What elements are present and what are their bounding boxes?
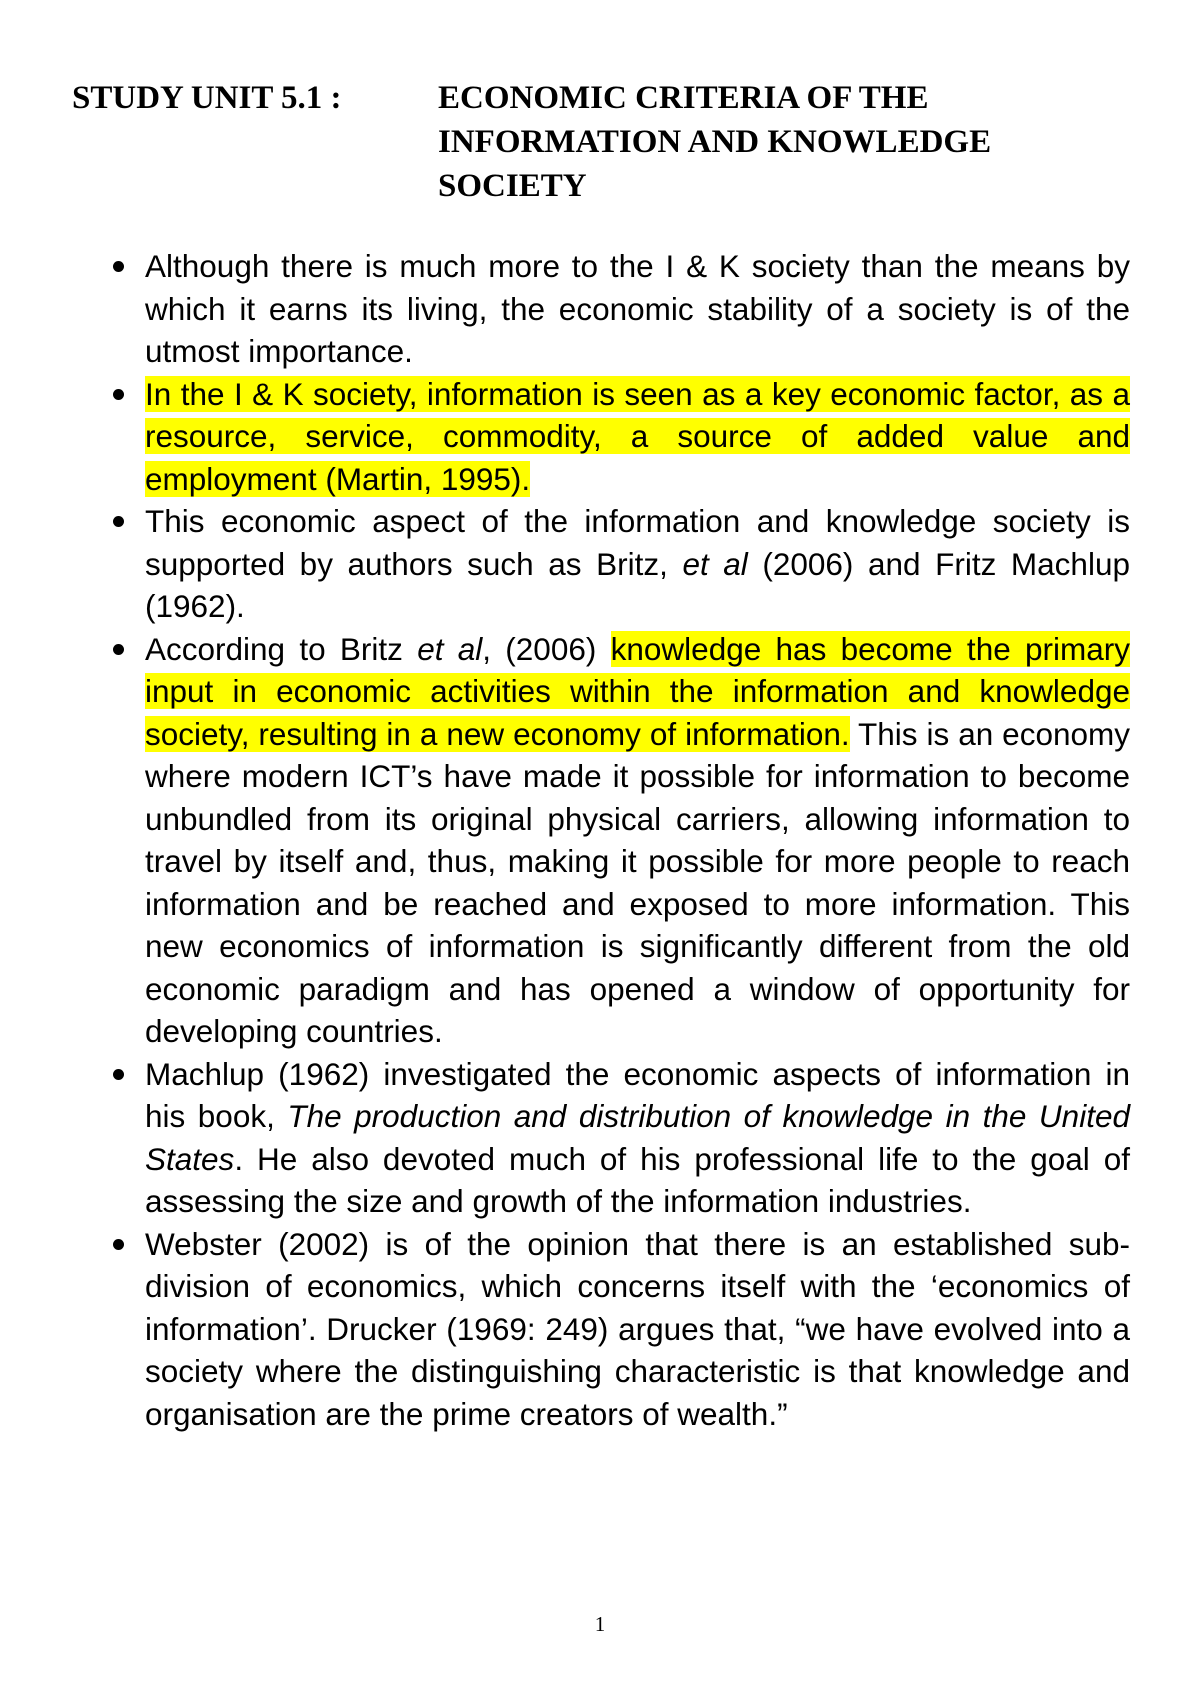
- bullet-icon: [113, 1239, 124, 1250]
- bullet-text: . He also devoted much of his professional life to the goal of assessing the size and growth of the information industries.: [145, 1140, 1130, 1219]
- bullet-icon: [113, 644, 124, 655]
- bullet-text: This is an economy where modern ICT’s have made it possible for information to become unbundled from its original physical carriers, allowing information to travel by itself and, thus, making it possible for more people to reach information and be reached and exposed to more information. This new economics of information is significantly different from the old economic paradigm and has opened a window of opportunity for developing countries.: [145, 715, 1130, 1049]
- bullet-item-stability: [0, 245, 1130, 373]
- highlighted-text: In the I & K society, information is seen as a key economic factor, as a resource, service, commodity, a source of added value and employment (Martin, 1995).: [145, 375, 1130, 497]
- bullet-text: Machlup (1962) investigated the economic aspects of information in his book,: [145, 1055, 1130, 1134]
- page-number: 1: [594, 1612, 606, 1636]
- bullet-item-key-factor: [0, 373, 1130, 501]
- title-line-2: INFORMATION AND KNOWLEDGE: [438, 124, 992, 160]
- bullet-list: [0, 245, 1200, 1435]
- bullet-item-machlup: [0, 1053, 1130, 1223]
- italic-citation: et al: [682, 545, 748, 582]
- bullet-icon: [113, 389, 124, 400]
- italic-book-title: The production and distribution of knowledge in the United States: [145, 1098, 1130, 1177]
- title-line-3: SOCIETY: [438, 168, 587, 204]
- study-unit-title: [438, 76, 1118, 208]
- bullet-item-webster: [0, 1223, 1130, 1436]
- bullet-text: (2006) and Fritz Machlup (1962).: [145, 545, 1130, 624]
- bullet-icon: [113, 1069, 124, 1080]
- bullet-icon: [113, 261, 124, 272]
- study-unit-label: STUDY UNIT 5.1 :: [72, 80, 342, 116]
- bullet-icon: [113, 516, 124, 527]
- bullet-text: According to Britz: [145, 630, 418, 667]
- title-line-1: ECONOMIC CRITERIA OF THE: [438, 80, 929, 116]
- bullet-text: Webster (2002) is of the opinion that there is an established sub-division of economics, which concerns itself with the ‘economics of information’. Drucker (1969: 249) argues that, “we have evolved into a society where the distinguishing characteristic is that knowledge and organisation are the prime creators of wealth.”: [145, 1225, 1130, 1432]
- italic-citation: et al: [417, 630, 483, 667]
- bullet-text: , (2006): [482, 630, 611, 667]
- bullet-item-britz: [0, 628, 1130, 1053]
- bullet-text: This economic aspect of the information and knowledge society is supported by authors such as Britz,: [145, 503, 1130, 582]
- bullet-text: Although there is much more to the I & K society than the means by which it earns its living, the economic stability of a society is of the utmost importance.: [145, 248, 1130, 369]
- highlighted-text: knowledge has become the primary input in economic activities within the information and knowledge society, resulting in a new economy of information.: [145, 630, 1131, 752]
- bullet-item-economic-aspect: [0, 500, 1130, 628]
